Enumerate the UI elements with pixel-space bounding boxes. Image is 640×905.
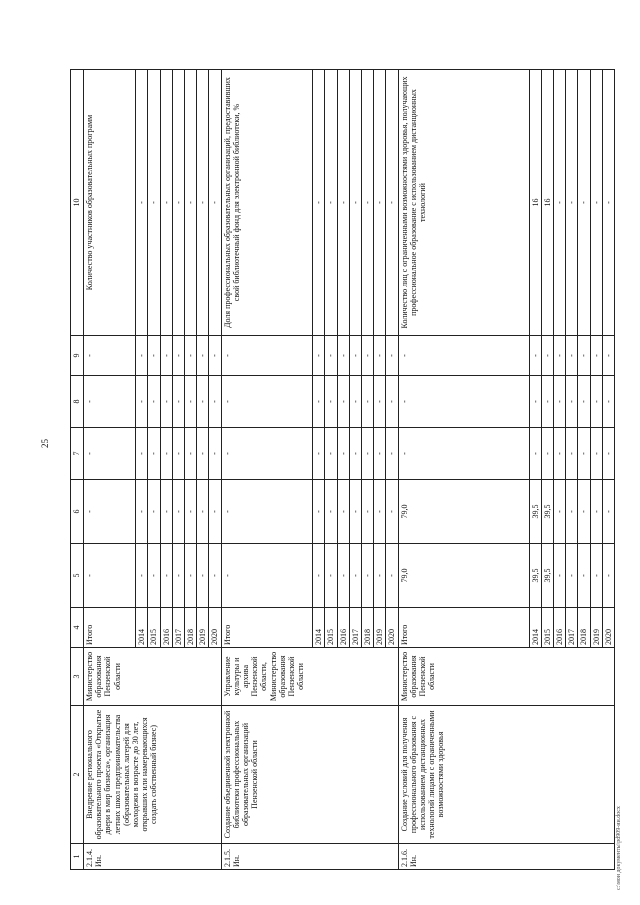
value-col8: - — [325, 376, 337, 428]
value-col5: - — [197, 544, 209, 608]
value-col7: - — [185, 428, 197, 480]
value-col9: - — [529, 336, 541, 376]
indicator-value: - — [185, 70, 197, 336]
value-col6: - — [148, 480, 160, 544]
value-col8: - — [554, 376, 566, 428]
year-cell: Итого — [398, 608, 529, 648]
value-col5: - — [578, 544, 590, 608]
item-number-cell — [398, 844, 614, 870]
value-col7: - — [209, 428, 221, 480]
value-col7: - — [554, 428, 566, 480]
year-cell: 2014 — [136, 608, 148, 648]
value-col9: - — [590, 336, 602, 376]
value-col9: - — [362, 336, 374, 376]
value-col5: - — [554, 544, 566, 608]
value-col7: - — [590, 428, 602, 480]
value-col9: - — [337, 336, 349, 376]
value-col5: - — [221, 544, 313, 608]
value-col9: - — [602, 336, 614, 376]
col-header: 2 — [71, 706, 84, 844]
year-cell: 2016 — [554, 608, 566, 648]
value-col7: - — [197, 428, 209, 480]
value-col8: - — [185, 376, 197, 428]
value-col7: - — [566, 428, 578, 480]
value-col5: - — [84, 544, 136, 608]
value-col7: - — [374, 428, 386, 480]
indicator-value: - — [136, 70, 148, 336]
value-col9: - — [566, 336, 578, 376]
indicator-value: - — [566, 70, 578, 336]
year-cell: 2016 — [337, 608, 349, 648]
indicator-value: - — [374, 70, 386, 336]
value-col6: - — [136, 480, 148, 544]
year-cell: Итого — [221, 608, 313, 648]
value-col7: - — [362, 428, 374, 480]
program-table — [70, 69, 615, 870]
value-col7: - — [221, 428, 313, 480]
header-row — [71, 70, 84, 870]
value-col8: - — [160, 376, 172, 428]
value-col5: - — [185, 544, 197, 608]
value-col6: - — [84, 480, 136, 544]
value-col8: - — [529, 376, 541, 428]
page-number: 25 — [40, 439, 50, 448]
value-col5: - — [602, 544, 614, 608]
value-col8: - — [136, 376, 148, 428]
value-col6: - — [386, 480, 398, 544]
file-path-footer: c:\мои документы\pd909-ии.docx — [616, 806, 622, 890]
value-col8: - — [590, 376, 602, 428]
year-cell: 2020 — [209, 608, 221, 648]
indicator-value: - — [362, 70, 374, 336]
value-col6: - — [197, 480, 209, 544]
value-col6: - — [337, 480, 349, 544]
value-col9: - — [172, 336, 184, 376]
value-col5: - — [349, 544, 361, 608]
value-col9: - — [554, 336, 566, 376]
indicator-name: Количество участников образовательных программ — [84, 70, 136, 336]
year-cell: 2017 — [566, 608, 578, 648]
col-header: 3 — [71, 648, 84, 706]
value-col5: - — [172, 544, 184, 608]
value-col5: - — [566, 544, 578, 608]
year-cell: 2014 — [313, 608, 325, 648]
table-row — [221, 70, 313, 870]
value-col6: - — [374, 480, 386, 544]
item-kind: Ин. — [231, 854, 241, 867]
value-col9: - — [374, 336, 386, 376]
value-col9: - — [325, 336, 337, 376]
value-col9: - — [541, 336, 553, 376]
value-col7: - — [349, 428, 361, 480]
indicator-value: - — [554, 70, 566, 336]
indicator-value: - — [602, 70, 614, 336]
indicator-name: Количество лиц с ограниченными возможностями здоровья, получающих профессиональное образование с использованием дистанционных технологий — [398, 70, 529, 336]
value-col8: - — [84, 376, 136, 428]
value-col5: 39,5 — [541, 544, 553, 608]
value-col6: - — [325, 480, 337, 544]
program-table-sheet — [70, 70, 615, 870]
table-row — [84, 70, 136, 870]
indicator-value: - — [590, 70, 602, 336]
value-col6: - — [362, 480, 374, 544]
item-kind: Ин. — [408, 854, 418, 867]
value-col6: - — [566, 480, 578, 544]
value-col5: - — [209, 544, 221, 608]
value-col6: 39,5 — [529, 480, 541, 544]
indicator-value: - — [313, 70, 325, 336]
value-col5: - — [374, 544, 386, 608]
value-col7: - — [386, 428, 398, 480]
value-col8: - — [209, 376, 221, 428]
value-col5: - — [313, 544, 325, 608]
value-col7: - — [529, 428, 541, 480]
value-col5: - — [136, 544, 148, 608]
indicator-value: - — [337, 70, 349, 336]
value-col6: - — [185, 480, 197, 544]
col-header: 6 — [71, 480, 84, 544]
value-col7: - — [602, 428, 614, 480]
value-col9: - — [185, 336, 197, 376]
indicator-value: 16 — [529, 70, 541, 336]
year-cell: 2014 — [529, 608, 541, 648]
indicator-value: - — [148, 70, 160, 336]
value-col6: - — [221, 480, 313, 544]
value-col5: - — [325, 544, 337, 608]
year-cell: 2019 — [197, 608, 209, 648]
value-col7: - — [541, 428, 553, 480]
year-cell: 2018 — [362, 608, 374, 648]
value-col7: - — [313, 428, 325, 480]
value-col6: - — [313, 480, 325, 544]
year-cell: 2020 — [386, 608, 398, 648]
value-col7: - — [398, 428, 529, 480]
value-col9: - — [136, 336, 148, 376]
value-col7: - — [578, 428, 590, 480]
value-col5: 79,0 — [398, 544, 529, 608]
year-cell: 2015 — [148, 608, 160, 648]
indicator-value: - — [172, 70, 184, 336]
item-id: 2.1.5. — [222, 849, 232, 867]
value-col5: - — [148, 544, 160, 608]
value-col6: - — [209, 480, 221, 544]
year-cell: 2019 — [590, 608, 602, 648]
activity-name: Внедрение регионального образовательного проекта «Открытые двери в мир бизнеса», организация летних школ предпринимательства (образовательных лагерей для молодежи в возрасте до 30 лет, открывших или намеревающихся создать собственный бизнес) — [84, 706, 222, 844]
indicator-value: - — [349, 70, 361, 336]
value-col6: 79,0 — [398, 480, 529, 544]
table-row — [398, 70, 529, 870]
value-col6: 39,5 — [541, 480, 553, 544]
value-col8: - — [386, 376, 398, 428]
value-col7: - — [148, 428, 160, 480]
value-col6: - — [554, 480, 566, 544]
value-col8: - — [197, 376, 209, 428]
indicator-name: Доля профессиональных образовательных организаций, предоставивших свой библиотечный фонд для электронной библиотеки, % — [221, 70, 313, 336]
col-header: 1 — [71, 844, 84, 870]
value-col9: - — [398, 336, 529, 376]
value-col5: 39,5 — [529, 544, 541, 608]
col-header: 9 — [71, 336, 84, 376]
col-header: 4 — [71, 608, 84, 648]
indicator-value: - — [209, 70, 221, 336]
value-col6: - — [578, 480, 590, 544]
value-col5: - — [386, 544, 398, 608]
indicator-value: - — [386, 70, 398, 336]
indicator-value: 16 — [541, 70, 553, 336]
item-id: 2.1.6. — [399, 849, 409, 867]
value-col9: - — [386, 336, 398, 376]
value-col5: - — [337, 544, 349, 608]
value-col7: - — [325, 428, 337, 480]
indicator-value: - — [197, 70, 209, 336]
value-col8: - — [578, 376, 590, 428]
value-col9: - — [209, 336, 221, 376]
value-col6: - — [590, 480, 602, 544]
executor-name: Министерство образования Пензенской области — [398, 648, 614, 706]
value-col8: - — [374, 376, 386, 428]
year-cell: Итого — [84, 608, 136, 648]
year-cell: 2018 — [185, 608, 197, 648]
value-col7: - — [160, 428, 172, 480]
value-col7: - — [136, 428, 148, 480]
value-col8: - — [362, 376, 374, 428]
col-header: 10 — [71, 70, 84, 336]
value-col5: - — [160, 544, 172, 608]
activity-name: Создание условий для получения профессионального образования с использованием дистанционных технологий лицами с ограниченными возможностями здоровья — [398, 706, 614, 844]
year-cell: 2020 — [602, 608, 614, 648]
value-col8: - — [398, 376, 529, 428]
indicator-value: - — [578, 70, 590, 336]
year-cell: 2019 — [374, 608, 386, 648]
value-col9: - — [84, 336, 136, 376]
value-col8: - — [221, 376, 313, 428]
indicator-value: - — [160, 70, 172, 336]
indicator-value: - — [325, 70, 337, 336]
value-col6: - — [602, 480, 614, 544]
value-col5: - — [362, 544, 374, 608]
item-number-cell — [221, 844, 398, 870]
executor-name: Управление культуры и архива Пензенской области, Министерство образования Пензенской области — [221, 648, 398, 706]
value-col8: - — [337, 376, 349, 428]
col-header: 7 — [71, 428, 84, 480]
value-col8: - — [148, 376, 160, 428]
value-col9: - — [349, 336, 361, 376]
value-col8: - — [349, 376, 361, 428]
item-number-cell — [84, 844, 222, 870]
value-col6: - — [349, 480, 361, 544]
value-col8: - — [566, 376, 578, 428]
year-cell: 2017 — [349, 608, 361, 648]
value-col8: - — [172, 376, 184, 428]
item-id: 2.1.4. — [85, 849, 94, 867]
year-cell: 2015 — [325, 608, 337, 648]
value-col8: - — [313, 376, 325, 428]
value-col7: - — [172, 428, 184, 480]
value-col8: - — [602, 376, 614, 428]
value-col7: - — [337, 428, 349, 480]
year-cell: 2017 — [172, 608, 184, 648]
value-col9: - — [197, 336, 209, 376]
value-col9: - — [160, 336, 172, 376]
year-cell: 2015 — [541, 608, 553, 648]
value-col6: - — [172, 480, 184, 544]
year-cell: 2016 — [160, 608, 172, 648]
col-header: 8 — [71, 376, 84, 428]
value-col6: - — [160, 480, 172, 544]
value-col7: - — [84, 428, 136, 480]
value-col9: - — [578, 336, 590, 376]
value-col5: - — [590, 544, 602, 608]
col-header: 5 — [71, 544, 84, 608]
value-col8: - — [541, 376, 553, 428]
value-col9: - — [148, 336, 160, 376]
value-col9: - — [313, 336, 325, 376]
activity-name: Создание объединенной электронной библиотеки профессиональных образовательных организаций Пензенской области — [221, 706, 398, 844]
executor-name: Министерство образования Пензенской области — [84, 648, 222, 706]
year-cell: 2018 — [578, 608, 590, 648]
value-col9: - — [221, 336, 313, 376]
item-kind: Ин. — [94, 854, 104, 867]
